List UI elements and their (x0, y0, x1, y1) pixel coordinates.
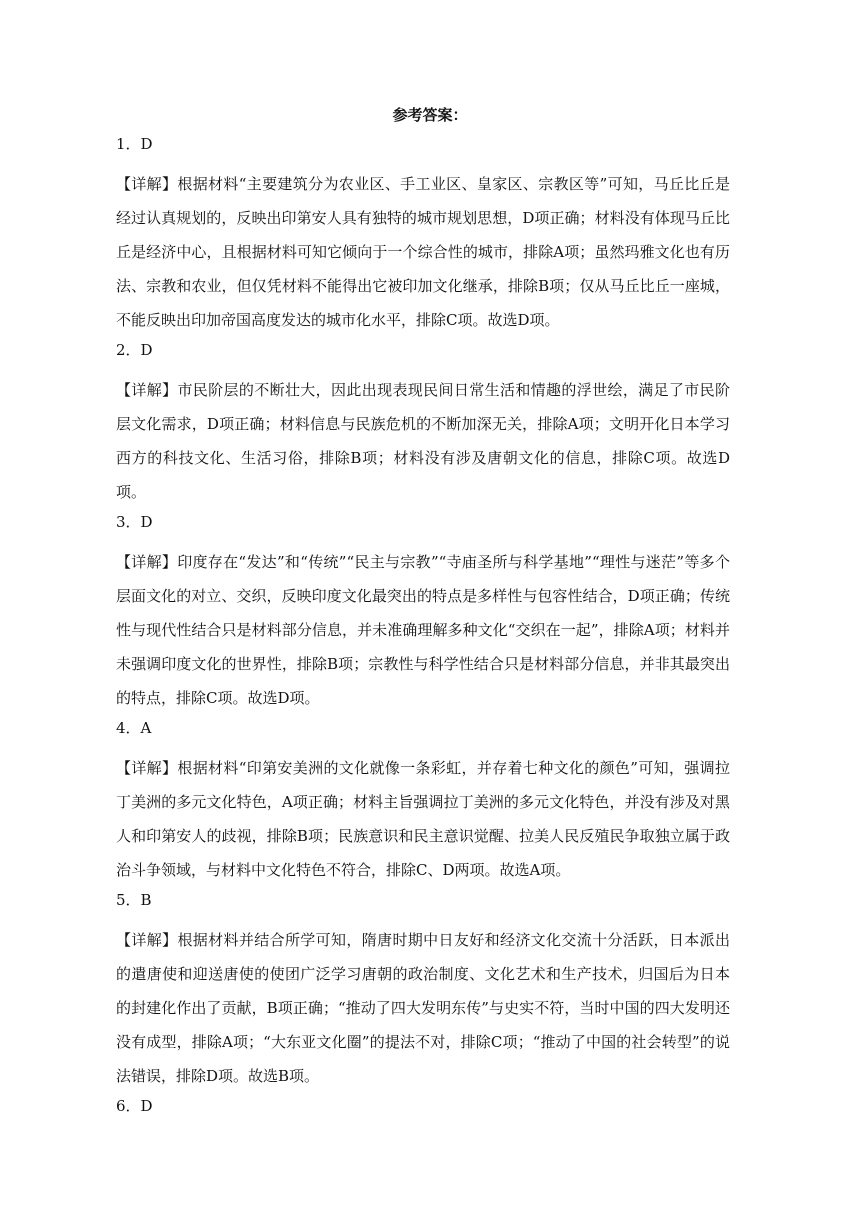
detail-text: 根据材料“印第安美洲的文化就像一条彩虹，并存着七种文化的颜色”可知，强调拉丁美洲的多元文化特色，A项正确；材料主旨强调拉丁美洲的多元文化特色，并没有涉及对黑人和印第安人的歧视，排除B项；民族意识和民主意识觉醒、拉美人民反殖民争取独立属于政治斗争领域，与材料中文化特色不符合，排除C、D两项。故选A项。 (116, 759, 730, 879)
detail-label: 【详解】 (116, 553, 178, 571)
page-title: 参考答案： (392, 106, 468, 124)
answer-number-3: 3．D (116, 513, 153, 531)
answer-detail-1 (116, 167, 730, 337)
answer-number-2: 2．D (116, 341, 153, 359)
answer-detail-4 (116, 751, 730, 887)
detail-text: 印度存在“发达”和“传统”“民主与宗教”“寺庙圣所与科学基地”“理性与迷茫”等多个层面文化的对立、交织，反映印度文化最突出的特点是多样性与包容性结合，D项正确；传统性与现代性结合只是材料部分信息，并未准确理解多种文化“交织在一起”，排除A项；材料并未强调印度文化的世界性，排除B项；宗教性与科学性结合只是材料部分信息，并非其最突出的特点，排除C项。故选D项。 (116, 553, 730, 707)
answer-detail-5 (116, 923, 730, 1093)
answer-number-4: 4．A (116, 719, 152, 737)
detail-label: 【详解】 (116, 175, 178, 193)
answer-number-5: 5．B (116, 891, 152, 909)
detail-text: 根据材料“主要建筑分为农业区、手工业区、皇家区、宗教区等”可知，马丘比丘是经过认真规划的，反映出印第安人具有独特的城市规划思想，D项正确；材料没有体现马丘比丘是经济中心，且根据材料可知它倾向于一个综合性的城市，排除A项；虽然玛雅文化也有历法、宗教和农业，但仅凭材料不能得出它被印加文化继承，排除B项；仅从马丘比丘一座城，不能反映出印加帝国高度发达的城市化水平，排除C项。故选D项。 (116, 175, 730, 329)
answer-detail-2 (116, 373, 730, 509)
answer-number-6: 6．D (116, 1097, 153, 1115)
answer-list (116, 133, 730, 1129)
answer-detail-3 (116, 545, 730, 715)
detail-label: 【详解】 (116, 759, 178, 777)
detail-label: 【详解】 (116, 931, 178, 949)
answer-number-1: 1．D (116, 135, 153, 153)
detail-label: 【详解】 (116, 381, 178, 399)
detail-text: 根据材料并结合所学可知，隋唐时期中日友好和经济文化交流十分活跃，日本派出的遣唐使和迎送唐使的使团广泛学习唐朝的政治制度、文化艺术和生产技术，归国后为日本的封建化作出了贡献，B项正确；“推动了四大发明东传”与史实不符，当时中国的四大发明还没有成型，排除A项；“大东亚文化圈”的提法不对，排除C项；“推动了中国的社会转型”的说法错误，排除D项。故选B项。 (116, 931, 730, 1085)
detail-text: 市民阶层的不断壮大，因此出现表现民间日常生活和情趣的浮世绘，满足了市民阶层文化需求，D项正确；材料信息与民族危机的不断加深无关，排除A项；文明开化日本学习西方的科技文化、生活习俗，排除B项；材料没有涉及唐朝文化的信息，排除C项。故选D项。 (116, 381, 730, 501)
